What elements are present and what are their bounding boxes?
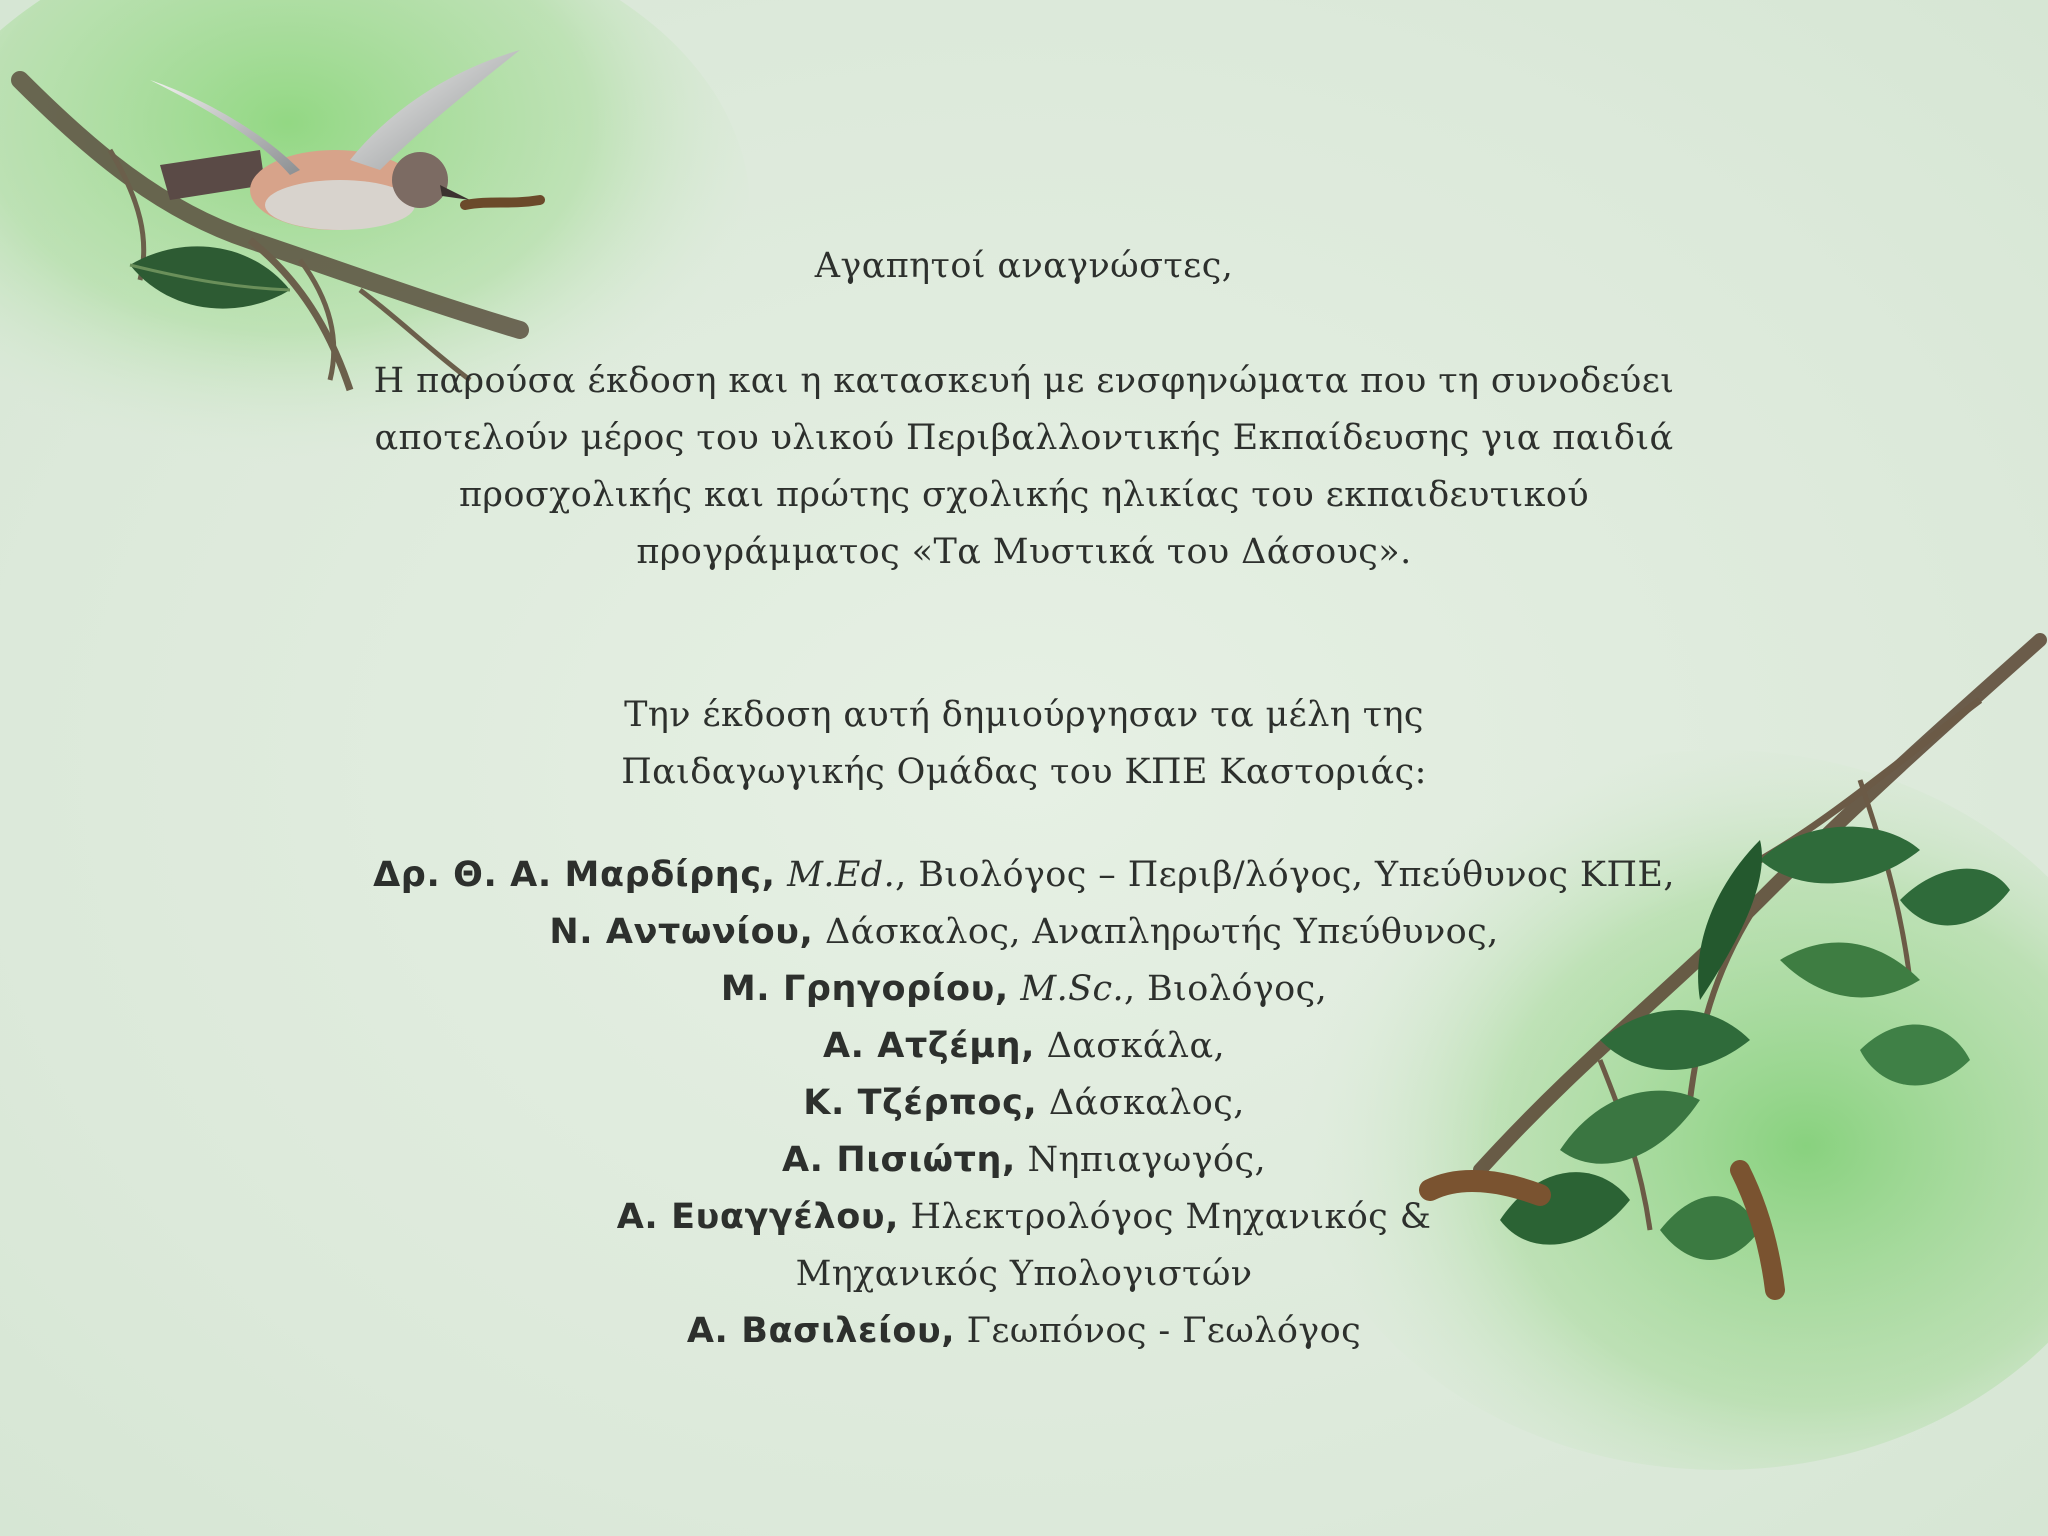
member-line [0,1132,2048,1189]
created-line: Την έκδοση αυτή δημιούργησαν τα μέλη της [624,695,1424,735]
member-role: , Βιολόγος, [1124,969,1328,1009]
member-role: Δάσκαλος, Αναπληρωτής Υπεύθυνος, [813,912,1499,952]
created-by-paragraph [0,687,2048,801]
member-line [0,1018,2048,1075]
member-line [0,847,2048,904]
member-degree: M.Sc. [1020,969,1124,1009]
member-degree: M.Ed. [787,855,896,895]
created-line: Παιδαγωγικής Ομάδας του ΚΠΕ Καστοριάς: [621,752,1427,792]
member-line [0,1246,2048,1303]
member-role: , Βιολόγος – Περιβ/λόγος, Υπεύθυνος ΚΠΕ, [895,855,1675,895]
member-name: Α. Πισιώτη, [781,1140,1016,1180]
member-name: Κ. Τζέρπος, [803,1083,1038,1123]
intro-line: Η παρούσα έκδοση και η κατασκευή με ενσφηνώματα που τη συνοδεύει [373,361,1675,401]
member-role: Νηπιαγωγός, [1015,1140,1267,1180]
member-line [0,1075,2048,1132]
intro-line: αποτελούν μέρος του υλικού Περιβαλλοντικής Εκπαίδευσης για παιδιά [374,418,1674,458]
member-name: Ν. Αντωνίου, [549,912,814,952]
greeting [0,238,2048,295]
member-line [0,961,2048,1018]
member-name: Δρ. Θ. Α. Μαρδίρης, [373,855,776,895]
member-role: Δάσκαλος, [1037,1083,1245,1123]
member-name: Α. Βασιλείου, [686,1311,956,1351]
members-list [0,847,2048,1360]
member-line [0,1303,2048,1360]
member-role: Δασκάλα, [1035,1026,1226,1066]
member-name: Μ. Γρηγορίου, [720,969,1009,1009]
member-line [0,904,2048,961]
member-line [0,1189,2048,1246]
member-role: Μηχανικός Υπολογιστών [795,1254,1253,1294]
intro-paragraph [0,353,2048,581]
member-name: Α. Ευαγγέλου, [616,1197,899,1237]
intro-line: προγράμματος «Τα Μυστικά του Δάσους». [636,532,1412,572]
greeting-text: Αγαπητοί αναγνώστες, [814,246,1234,286]
member-role: Γεωπόνος - Γεωλόγος [955,1311,1362,1351]
member-role: Ηλεκτρολόγος Μηχανικός & [898,1197,1432,1237]
intro-line: προσχολικής και πρώτης σχολικής ηλικίας του εκπαιδευτικού [458,475,1590,515]
member-name: Α. Ατζέμη, [822,1026,1036,1066]
